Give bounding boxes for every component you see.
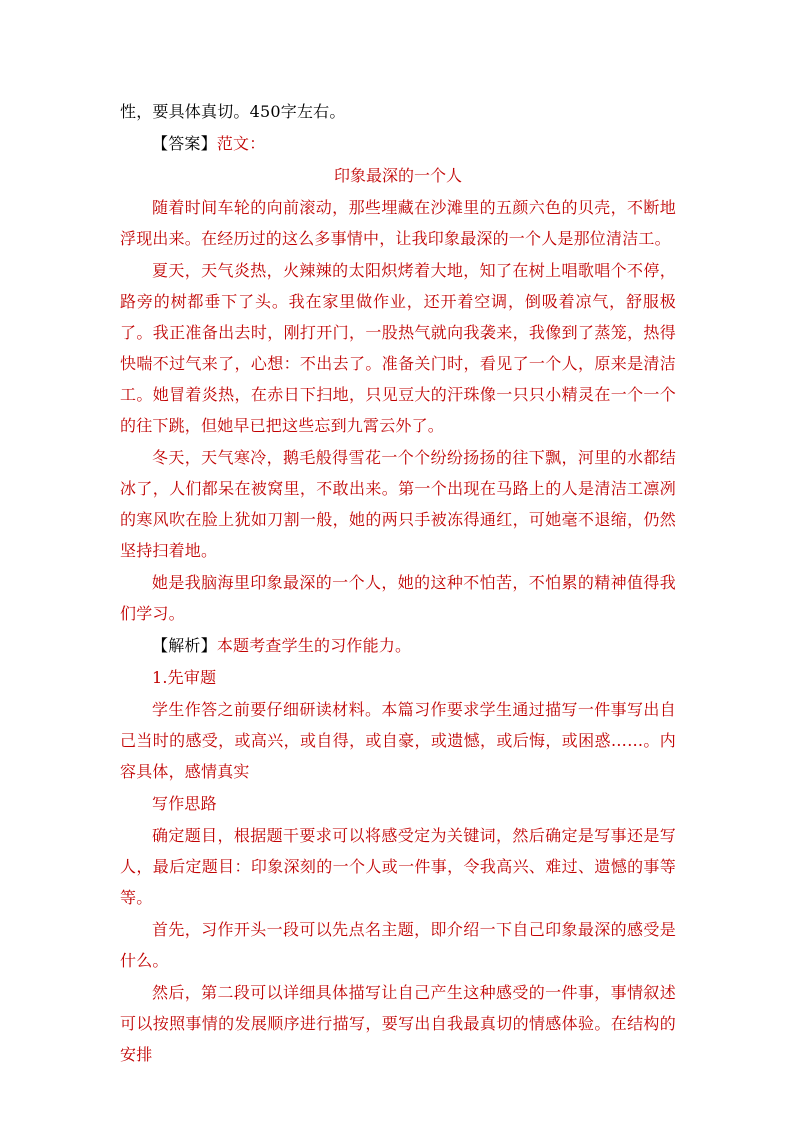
analysis-tag: 【解析】 (152, 636, 217, 655)
essay-paragraph-2: 夏天，天气炎热，火辣辣的太阳炽烤着大地，知了在树上唱歌唱个不停，路旁的树都垂下了头。我在家里做作业，还开着空调，倒吸着凉气，舒服极了。我正准备出去时，刚打开门，一股热气就向我袭来，我像到了蒸笼，热得快喘不过气来了，心想：不出去了。准备关门时，看见了一个人，原来是清洁工。她冒着炎热，在赤日下扫地，只见豆大的汗珠像一只只小精灵在一个一个的往下跳，但她早已把这些忘到九霄云外了。 (120, 261, 676, 435)
essay-title: 印象最深的一个人 (333, 166, 462, 185)
analysis-heading (120, 630, 676, 661)
analysis-step-1-text: 学生作答之前要仔细研读材料。本篇习作要求学生通过描写一件事写出自己当时的感受，或高兴，或自得，或自豪，或遗憾，或后悔，或困惑……。内容具体，感情真实 (120, 700, 676, 781)
answer-label: 范文： (216, 134, 266, 153)
analysis-step-2-paragraph-1: 确定题目，根据题干要求可以将感受定为关键词，然后确定是写事还是写人，最后定题目：印象深刻的一个人或一件事，令我高兴、难过、遗憾的事等等。 (120, 826, 676, 907)
essay-paragraph-1: 随着时间车轮的向前滚动，那些埋藏在沙滩里的五颜六色的贝壳，不断地浮现出来。在经历过的这么多事情中，让我印象最深的一个人是那位清洁工。 (120, 198, 676, 248)
analysis-text: 本题考查学生的习作能力。 (216, 636, 412, 655)
answer-tag: 【答案】 (152, 134, 217, 153)
analysis-step-2-paragraph-2: 首先，习作开头一段可以先点名主题，即介绍一下自己印象最深的感受是什么。 (120, 920, 676, 970)
essay-paragraph-4: 她是我脑海里印象最深的一个人，她的这种不怕苦，不怕累的精神值得我们学习。 (120, 573, 676, 623)
answer-heading (120, 128, 676, 159)
analysis-step-2-paragraph-3: 然后，第二段可以详细具体描写让自己产生这种感受的一件事，事情叙述可以按照事情的发展顺序进行描写，要写出自我最真切的情感体验。在结构的安排 (120, 983, 676, 1064)
intro-line: 性，要具体真切。450字左右。 (120, 102, 346, 121)
analysis-step-2: 写作思路 (152, 794, 217, 813)
essay-paragraph-3: 冬天，天气寒冷，鹅毛般得雪花一个个纷纷扬扬的往下飘，河里的水都结冰了，人们都呆在被窝里，不敢出来。第一个出现在马路上的人是清洁工凛冽的寒风吹在脸上犹如刀割一般，她的两只手被冻得通红，可她毫不退缩，仍然坚持扫着地。 (120, 448, 676, 560)
analysis-step-1: 1.先审题 (152, 668, 217, 687)
